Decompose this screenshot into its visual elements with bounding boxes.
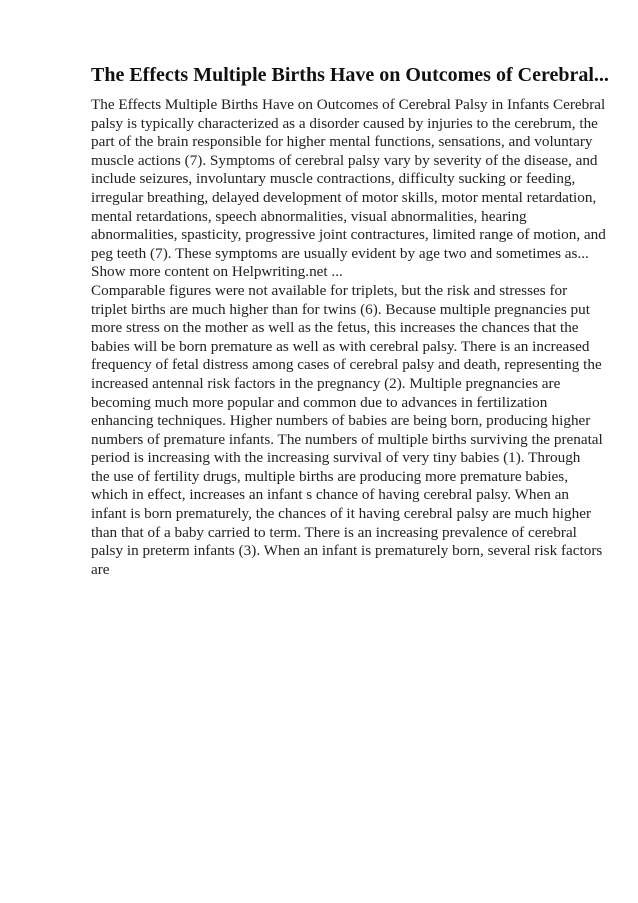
- body-line: period is increasing with the increasing survival of very tiny babies (1). Through: [91, 449, 581, 467]
- body-line: babies will be born premature as well as with cerebral palsy. There is an increased: [91, 337, 590, 355]
- body-line: triplet births are much higher than for twins (6). Because multiple pregnancies put: [91, 300, 590, 318]
- body-line: Comparable figures were not available for triplets, but the risk and stresses for: [91, 281, 568, 299]
- body-line: palsy is typically characterized as a disorder caused by injuries to the cerebrum, the: [91, 114, 598, 132]
- show-more-line: Show more content on Helpwriting.net ...: [91, 263, 343, 281]
- body-line: increased antennal risk factors in the pregnancy (2). Multiple pregnancies are: [91, 374, 561, 392]
- body-line: becoming much more popular and common due to advances in fertilization: [91, 393, 548, 411]
- body-line: The Effects Multiple Births Have on Outcomes of Cerebral Palsy in Infants Cerebral: [91, 96, 606, 113]
- body-line: numbers of premature infants. The numbers of multiple births surviving the prenatal: [91, 430, 603, 448]
- body-line: the use of fertility drugs, multiple births are producing more premature babies,: [91, 467, 569, 485]
- body-line: enhancing techniques. Higher numbers of babies are being born, producing higher: [91, 412, 591, 430]
- body-line: palsy in preterm infants (3). When an infant is prematurely born, several risk factors: [91, 542, 603, 560]
- body-line: frequency of fetal distress among cases of cerebral palsy and death, representing the: [91, 356, 602, 374]
- body-line: more stress on the mother as well as the fetus, this increases the chances that the: [91, 319, 579, 337]
- body-line: are: [91, 560, 110, 578]
- body-line: part of the brain responsible for higher mental functions, sensations, and voluntary: [91, 133, 593, 151]
- body-line: muscle actions (7). Symptoms of cerebral palsy vary by severity of the disease, and: [91, 151, 598, 169]
- body-line: infant is born prematurely, the chances of it having cerebral palsy are much higher: [91, 505, 592, 523]
- body-line: peg teeth (7). These symptoms are usually evident by age two and sometimes as...: [91, 244, 589, 262]
- body-line: include seizures, involuntary muscle contractions, difficulty sucking or feeding,: [91, 170, 576, 188]
- body-line: abnormalities, spasticity, progressive joint contractures, limited range of motion, and: [91, 226, 606, 244]
- body-line: which in effect, increases an infant s chance of having cerebral palsy. When an: [91, 486, 569, 504]
- document-body: [91, 96, 611, 579]
- body-line: mental retardations, speech abnormalities, visual abnormalities, hearing: [91, 207, 527, 225]
- document-title: The Effects Multiple Births Have on Outcomes of Cerebral...: [91, 64, 609, 86]
- body-line: irregular breathing, delayed development of motor skills, motor mental retardation,: [91, 188, 597, 206]
- body-line: than that of a baby carried to term. There is an increasing prevalence of cerebral: [91, 523, 577, 541]
